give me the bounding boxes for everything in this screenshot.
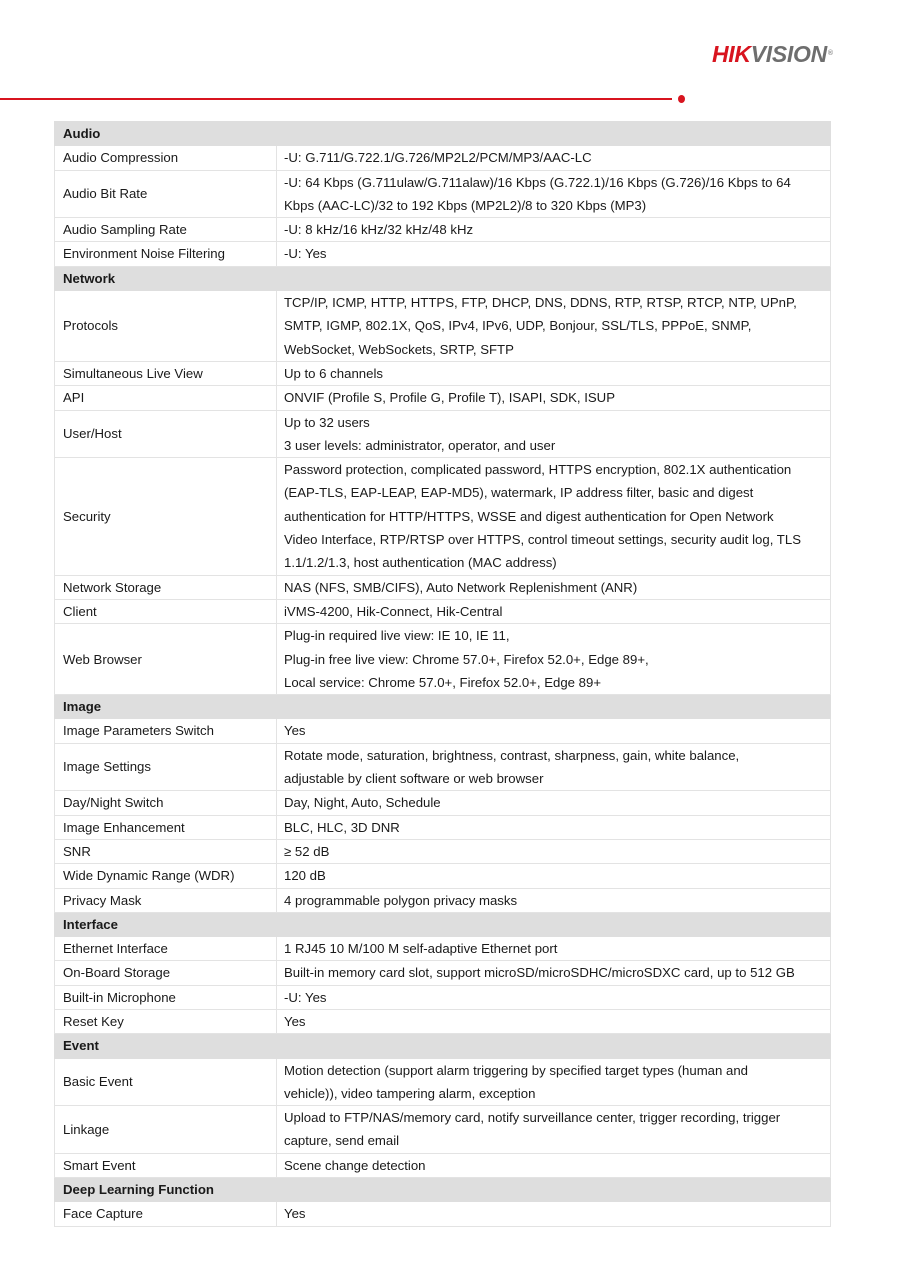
- spec-value-line: authentication for HTTP/HTTPS, WSSE and digest authentication for Open Network: [284, 508, 774, 524]
- header-rule-dot: [678, 95, 685, 103]
- spec-value: [277, 242, 831, 266]
- spec-row-security: [55, 458, 831, 575]
- spec-row-day-night-switch: [55, 791, 831, 815]
- spec-value-line: Video Interface, RTP/RTSP over HTTPS, control timeout settings, security audit log, TLS: [284, 532, 801, 548]
- spec-value-line: 1.1/1.2/1.3, host authentication (MAC address): [284, 555, 557, 571]
- spec-value: [277, 961, 831, 985]
- spec-value-line: Password protection, complicated password, HTTPS encryption, 802.1X authentication: [284, 462, 792, 478]
- spec-value: [277, 1153, 831, 1177]
- spec-label: Privacy Mask: [55, 888, 277, 912]
- spec-row-web-browser: [55, 624, 831, 695]
- spec-label: Audio Compression: [55, 146, 277, 170]
- spec-label: Protocols: [55, 291, 277, 362]
- spec-value: [277, 888, 831, 912]
- section-header-audio: [55, 122, 831, 146]
- spec-value-line: 120 dB: [284, 868, 326, 884]
- spec-value: [277, 410, 831, 458]
- spec-value-line: WebSocket, WebSockets, SRTP, SFTP: [284, 341, 514, 357]
- spec-value: [277, 291, 831, 362]
- spec-row-on-board-storage: [55, 961, 831, 985]
- logo-text-gray: VISION: [750, 41, 827, 67]
- spec-value: [277, 146, 831, 170]
- spec-row-user-host: [55, 410, 831, 458]
- spec-label: Audio Bit Rate: [55, 170, 277, 218]
- hikvision-logo: [712, 40, 833, 68]
- spec-value-line: Upload to FTP/NAS/memory card, notify surveillance center, trigger recording, trigger: [284, 1110, 781, 1126]
- spec-row-image-enhancement: [55, 815, 831, 839]
- spec-row-reset-key: [55, 1009, 831, 1033]
- spec-row-face-capture: [55, 1202, 831, 1226]
- logo-text-red: HIK: [712, 41, 751, 67]
- spec-value-line: Plug-in free live view: Chrome 57.0+, Firefox 52.0+, Edge 89+,: [284, 651, 649, 667]
- section-title: Deep Learning Function: [55, 1178, 831, 1202]
- registered-mark: ®: [827, 50, 833, 57]
- spec-value: [277, 815, 831, 839]
- spec-value-line: Day, Night, Auto, Schedule: [284, 795, 441, 811]
- spec-label: Client: [55, 599, 277, 623]
- spec-value-line: Kbps (AAC-LC)/32 to 192 Kbps (MP2L2)/8 to 320 Kbps (MP3): [284, 197, 647, 213]
- spec-label: Linkage: [55, 1106, 277, 1154]
- spec-value: [277, 1009, 831, 1033]
- section-header-deep-learning-function: [55, 1178, 831, 1202]
- spec-value: [277, 170, 831, 218]
- spec-value-line: Motion detection (support alarm triggering by specified target types (human and: [284, 1062, 749, 1078]
- spec-label: Built-in Microphone: [55, 985, 277, 1009]
- spec-row-basic-event: [55, 1058, 831, 1106]
- spec-value: [277, 937, 831, 961]
- spec-label: On-Board Storage: [55, 961, 277, 985]
- section-title: Interface: [55, 912, 831, 936]
- spec-value-line: Up to 6 channels: [284, 365, 383, 381]
- spec-row-privacy-mask: [55, 888, 831, 912]
- spec-value-line: adjustable by client software or web browser: [284, 771, 544, 787]
- spec-label: Wide Dynamic Range (WDR): [55, 864, 277, 888]
- spec-label: Image Enhancement: [55, 815, 277, 839]
- spec-row-network-storage: [55, 575, 831, 599]
- spec-value: [277, 458, 831, 575]
- spec-label: Face Capture: [55, 1202, 277, 1226]
- spec-label: Reset Key: [55, 1009, 277, 1033]
- spec-value-line: 3 user levels: administrator, operator, and user: [284, 437, 556, 453]
- spec-label: SNR: [55, 839, 277, 863]
- spec-value-line: -U: 64 Kbps (G.711ulaw/G.711alaw)/16 Kbps (G.722.1)/16 Kbps (G.726)/16 Kbps to 64: [284, 174, 791, 190]
- spec-value-line: NAS (NFS, SMB/CIFS), Auto Network Replenishment (ANR): [284, 579, 638, 595]
- spec-label: Image Parameters Switch: [55, 719, 277, 743]
- spec-value: [277, 624, 831, 695]
- spec-label: User/Host: [55, 410, 277, 458]
- spec-label: Ethernet Interface: [55, 937, 277, 961]
- spec-value: [277, 218, 831, 242]
- spec-value-line: 4 programmable polygon privacy masks: [284, 892, 518, 908]
- spec-value-line: Up to 32 users: [284, 414, 370, 430]
- spec-value-line: Plug-in required live view: IE 10, IE 11,: [284, 628, 510, 644]
- spec-value-line: (EAP-TLS, EAP-LEAP, EAP-MD5), watermark, IP address filter, basic and digest: [284, 485, 754, 501]
- section-header-interface: [55, 912, 831, 936]
- spec-value: [277, 575, 831, 599]
- spec-value-line: -U: Yes: [284, 989, 327, 1005]
- spec-row-simultaneous-live-view: [55, 361, 831, 385]
- section-title: Event: [55, 1034, 831, 1058]
- spec-value: [277, 864, 831, 888]
- spec-value-line: Yes: [284, 723, 306, 739]
- spec-value-line: vehicle)), video tampering alarm, exception: [284, 1085, 536, 1101]
- spec-value-line: -U: Yes: [284, 246, 327, 262]
- spec-row-image-parameters-switch: [55, 719, 831, 743]
- spec-value: [277, 1058, 831, 1106]
- spec-value-line: SMTP, IGMP, 802.1X, QoS, IPv4, IPv6, UDP, Bonjour, SSL/TLS, PPPoE, SNMP,: [284, 318, 752, 334]
- spec-value-line: ONVIF (Profile S, Profile G, Profile T), ISAPI, SDK, ISUP: [284, 390, 615, 406]
- spec-value-line: capture, send email: [284, 1133, 400, 1149]
- section-header-image: [55, 695, 831, 719]
- spec-row-image-settings: [55, 743, 831, 791]
- section-header-event: [55, 1034, 831, 1058]
- spec-value: [277, 1106, 831, 1154]
- spec-row-ethernet-interface: [55, 937, 831, 961]
- spec-value-line: ≥ 52 dB: [284, 843, 330, 859]
- spec-value-line: -U: 8 kHz/16 kHz/32 kHz/48 kHz: [284, 222, 474, 238]
- spec-value-line: Built-in memory card slot, support microSD/microSDHC/microSDXC card, up to 512 GB: [284, 965, 795, 981]
- spec-value-line: Yes: [284, 1013, 306, 1029]
- header-rule: [0, 98, 672, 100]
- spec-value-line: 1 RJ45 10 M/100 M self-adaptive Ethernet port: [284, 941, 558, 957]
- spec-value-line: BLC, HLC, 3D DNR: [284, 819, 400, 835]
- spec-label: Network Storage: [55, 575, 277, 599]
- spec-value: [277, 743, 831, 791]
- spec-label: Image Settings: [55, 743, 277, 791]
- section-title: Network: [55, 266, 831, 290]
- spec-value-line: TCP/IP, ICMP, HTTP, HTTPS, FTP, DHCP, DNS, DDNS, RTP, RTSP, RTCP, NTP, UPnP,: [284, 295, 797, 311]
- spec-label: Web Browser: [55, 624, 277, 695]
- section-title: Audio: [55, 122, 831, 146]
- spec-label: Audio Sampling Rate: [55, 218, 277, 242]
- spec-value: [277, 985, 831, 1009]
- section-title: Image: [55, 695, 831, 719]
- spec-row-client: [55, 599, 831, 623]
- spec-label: Day/Night Switch: [55, 791, 277, 815]
- spec-row-linkage: [55, 1106, 831, 1154]
- spec-row-audio-compression: [55, 146, 831, 170]
- specification-table: [54, 121, 831, 1227]
- spec-value: [277, 361, 831, 385]
- spec-value-line: -U: G.711/G.722.1/G.726/MP2L2/PCM/MP3/AAC-LC: [284, 150, 592, 166]
- spec-row-snr: [55, 839, 831, 863]
- spec-value: [277, 719, 831, 743]
- spec-row-environment-noise-filtering: [55, 242, 831, 266]
- spec-row-audio-bit-rate: [55, 170, 831, 218]
- spec-row-wide-dynamic-range-wdr: [55, 864, 831, 888]
- spec-value: [277, 791, 831, 815]
- spec-row-audio-sampling-rate: [55, 218, 831, 242]
- spec-label: Smart Event: [55, 1153, 277, 1177]
- spec-label: API: [55, 386, 277, 410]
- spec-value-line: Scene change detection: [284, 1157, 426, 1173]
- spec-label: Environment Noise Filtering: [55, 242, 277, 266]
- spec-label: Security: [55, 458, 277, 575]
- spec-row-built-in-microphone: [55, 985, 831, 1009]
- spec-value: [277, 386, 831, 410]
- spec-value-line: Yes: [284, 1206, 306, 1222]
- spec-value-line: iVMS-4200, Hik-Connect, Hik-Central: [284, 603, 503, 619]
- spec-value: [277, 599, 831, 623]
- spec-value-line: Local service: Chrome 57.0+, Firefox 52.0+, Edge 89+: [284, 674, 602, 690]
- spec-value-line: Rotate mode, saturation, brightness, contrast, sharpness, gain, white balance,: [284, 747, 740, 763]
- spec-row-protocols: [55, 291, 831, 362]
- spec-row-smart-event: [55, 1153, 831, 1177]
- spec-row-api: [55, 386, 831, 410]
- section-header-network: [55, 266, 831, 290]
- spec-value: [277, 1202, 831, 1226]
- spec-value: [277, 839, 831, 863]
- spec-label: Basic Event: [55, 1058, 277, 1106]
- spec-label: Simultaneous Live View: [55, 361, 277, 385]
